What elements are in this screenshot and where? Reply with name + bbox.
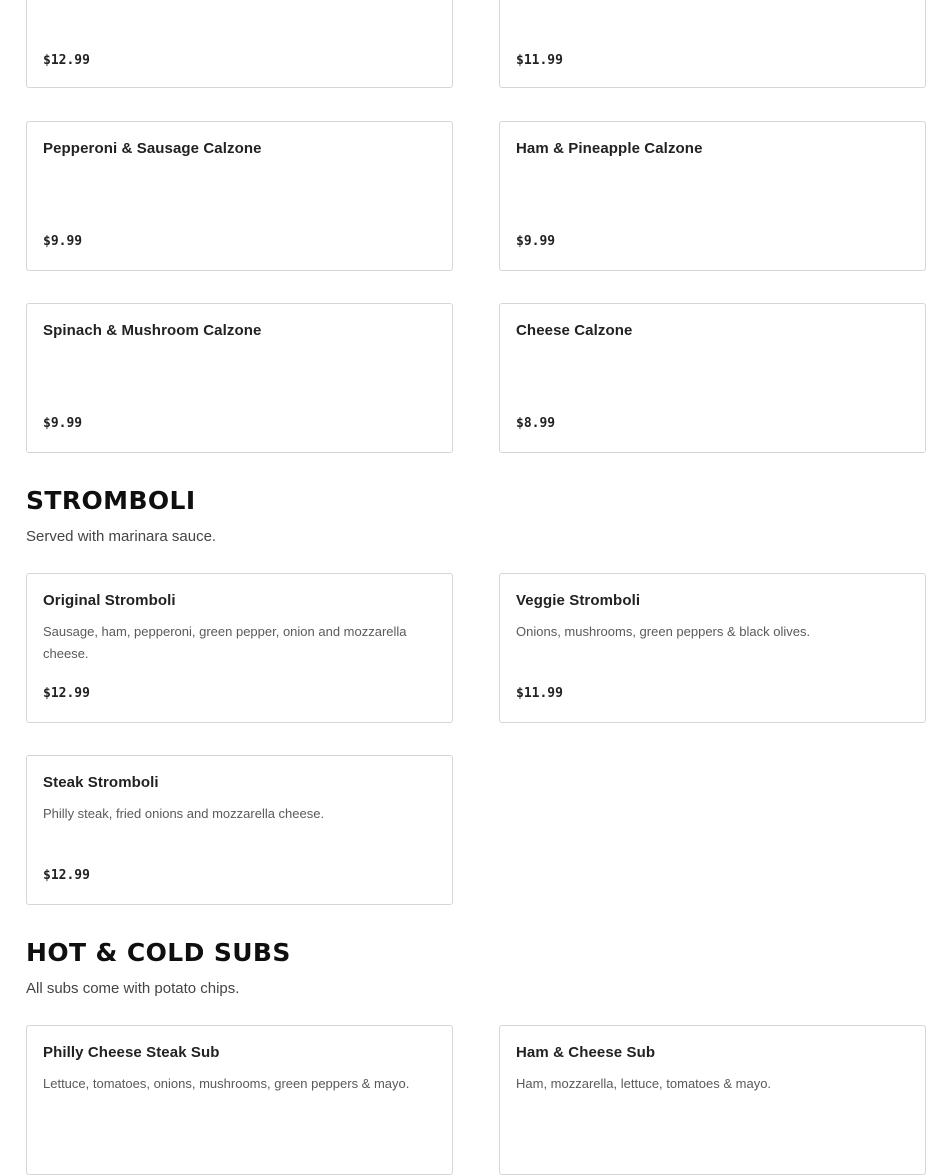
item-name: Steak Stromboli bbox=[43, 774, 159, 791]
item-name: Ham & Cheese Sub bbox=[516, 1044, 656, 1061]
item-name: Cheese Calzone bbox=[516, 322, 633, 339]
item-price: $12.99 bbox=[43, 53, 90, 68]
item-name: Spinach & Mushroom Calzone bbox=[43, 322, 262, 339]
menu-item-card[interactable] bbox=[499, 573, 926, 723]
item-name: Ham & Pineapple Calzone bbox=[516, 140, 703, 157]
menu-item-card[interactable] bbox=[26, 573, 453, 723]
menu-item-card[interactable] bbox=[499, 303, 926, 453]
item-price: $8.99 bbox=[516, 416, 556, 431]
item-description: Lettuce, tomatoes, onions, mushrooms, green peppers & mayo. bbox=[43, 1076, 410, 1091]
item-description: Philly steak, fried onions and mozzarella cheese. bbox=[43, 806, 325, 821]
item-price: $9.99 bbox=[43, 234, 83, 249]
item-price: $11.99 bbox=[516, 53, 563, 68]
item-price: $9.99 bbox=[43, 416, 83, 431]
menu-item-card[interactable] bbox=[26, 755, 453, 905]
item-description: Ham, mozzarella, lettuce, tomatoes & mayo. bbox=[516, 1076, 772, 1091]
section-title-stromboli: STROMBOLI bbox=[26, 486, 196, 515]
item-description: Onions, mushrooms, green peppers & black olives. bbox=[516, 624, 811, 639]
section-title-subs: HOT & COLD SUBS bbox=[26, 938, 291, 967]
item-description: Sausage, ham, pepperoni, green pepper, onion and mozzarella cheese. bbox=[43, 624, 407, 661]
menu-item-card[interactable] bbox=[499, 0, 926, 88]
item-price: $11.99 bbox=[516, 686, 563, 701]
menu-item-card[interactable] bbox=[26, 0, 453, 88]
item-price: $12.99 bbox=[43, 868, 90, 883]
menu-item-card[interactable] bbox=[499, 1025, 926, 1175]
item-name: Philly Cheese Steak Sub bbox=[43, 1044, 220, 1061]
menu-item-card[interactable] bbox=[26, 1025, 453, 1175]
item-name: Veggie Stromboli bbox=[516, 592, 641, 609]
item-price: $12.99 bbox=[43, 686, 90, 701]
menu-item-card[interactable] bbox=[26, 121, 453, 271]
section-subtitle: Served with marinara sauce. bbox=[26, 528, 217, 545]
item-name: Original Stromboli bbox=[43, 592, 176, 609]
item-price: $9.99 bbox=[516, 234, 556, 249]
menu-item-card[interactable] bbox=[499, 121, 926, 271]
section-subtitle: All subs come with potato chips. bbox=[26, 980, 240, 997]
menu-item-card[interactable] bbox=[26, 303, 453, 453]
item-name: Pepperoni & Sausage Calzone bbox=[43, 140, 262, 157]
